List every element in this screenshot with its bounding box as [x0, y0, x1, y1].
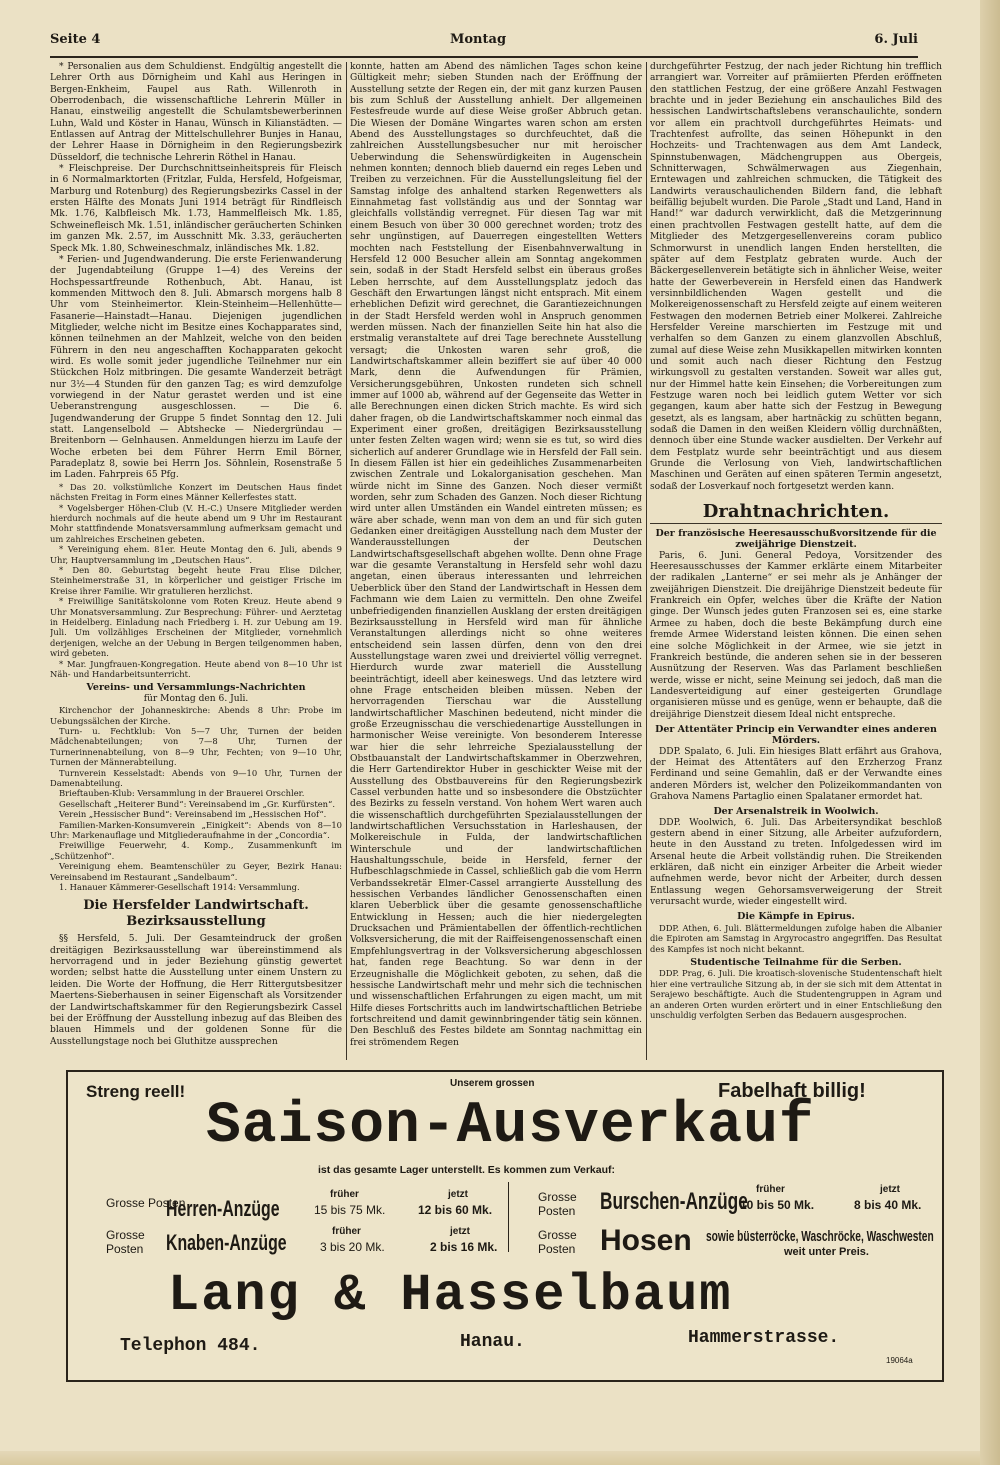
ad-was-price: 10 bis 50 Mk. — [740, 1198, 815, 1212]
notice-item: Turn- u. Fechtklub: Von 5—7 Uhr, Turnen der beiden Mädchenabteilungen; von 7—8 Uhr, Turnen der Turnerinnenabteilung, von 8—9 Uhr, Fechten; von 9—10 Uhr, Turnen der Männerabteilung. — [50, 725, 342, 768]
column-exhibition-report — [350, 62, 642, 1060]
notice-item: * Vereinigung ehem. 81er. Heute Montag den 6. Juli, abends 9 Uhr, Hauptversammlung im „Deutschen Haus“. — [50, 544, 342, 565]
ad-was-label: früher — [332, 1226, 361, 1237]
ad-slogan-right: Fabelhaft billig! — [718, 1080, 866, 1102]
ad-subline: ist das gesamte Lager unterstellt. Es kommen zum Verkauf: — [318, 1164, 616, 1176]
notice-item: Brieftauben-Klub: Versammlung in der Brauerei Orschler. — [59, 788, 305, 799]
ad-item-herren: Herren-Anzüge — [166, 1196, 280, 1221]
ad-lot-label: Grosse Posten — [538, 1228, 577, 1256]
ad-now-label: jetzt — [448, 1189, 468, 1200]
ad-lot-label: Grosse Posten — [106, 1196, 186, 1210]
article-paragraph: * Ferien- und Jugendwanderung. Die erste Ferienwanderung der Jugendabteilung (Gruppe 1—4) des Vereins der Hochspessartfreunde Rothenbuch, Abt. Hanau, ist kommenden Mittwoch den 8. Juli. Abmarsch morgens halb 8 Uhr vom Steinheimertor. Klein-Steinheim—Hellenhütte—Fasanerie—Hainstadt—Hanau. Diejenigen jugendlichen Mitglieder, welche nicht im Besitze eines Kochapparates sind, können teilnehmen an der Mahlzeit, welche von den beiden Führern in den neu angeschafften Kochapparaten gekocht wird. Es wolle somit jeder jugendliche Teilnehmer nur ein Stückchen Holz mitbringen. Die gesamte Wanderzeit beträgt nur 3½—4 Stunden für den ganzen Tag; es wird demzufolge vorwiegend in der Natur gerastet werden und ist eine Ueberanstrengung ausgeschlossen. — Die 6. Jugendwanderung der Gruppe 5 findet Sonntag den 12. Juli statt. Langenselbold — Abtshecke — Niedergründau — Breitenborn — Gelnhausen. Anmeldungen hierzu im Laufe der Woche erbeten bei dem Führer Herrn Emil Börner, Paradeplatz 8, sowie bei Herrn Jos. Söhnlein, Rosenstraße 5 im Laden. Fahrpreis 65 Pfg. — [50, 254, 342, 481]
ad-lot-label: Grosse Posten — [106, 1228, 145, 1256]
ad-city: Hanau. — [460, 1332, 525, 1352]
notice-item: * Das 20. volkstümliche Konzert im Deutschen Haus findet nächsten Freitag in Form eines Männer Kellerfestes statt. — [50, 481, 342, 503]
notice-item: * Mar. Jungfrauen-Kongregation. Heute abend von 8—10 Uhr ist Näh- und Handarbeitsunterricht. — [50, 658, 342, 680]
ad-code: 19064a — [886, 1356, 913, 1365]
ad-company: Lang & Hasselbaum — [168, 1266, 733, 1325]
section-heading: Der französische Heeresausschußvorsitzende für die zweijährige Dienstzeit. — [655, 528, 937, 551]
ad-now-price: 12 bis 60 Mk. — [418, 1203, 493, 1217]
article-paragraph: §§ Hersfeld, 5. Juli. Der Gesamteindruck der großen dreitägigen Bezirksausstellung war übereinstimmend als hervorragend und in jeder Beziehung günstig gewertet worden; selbst hatte die Ausstellung unter einem Unstern zu leiden. Die Worte der Hoffnung, die Herr Rittergutsbesitzer Maertens-Sieberhausen in seiner Eigenschaft als Vorsitzender der Landwirtschaftskammer für den Regierungsbezirk Cassel bei der Eröffnung der Ausstellung inbezug auf das Bleiben des blauen Himmels und der goldenen Sonne für die Ausstellungstage noch bei Gluthitze aussprechen — [50, 934, 342, 1047]
ad-item-extra-note: weit unter Preis. — [784, 1246, 869, 1258]
ad-now-label: jetzt — [450, 1226, 470, 1237]
section-heading: Der Arsenalstreik in Woolwich. — [713, 806, 879, 818]
ad-was-price: 3 bis 20 Mk. — [320, 1240, 385, 1254]
notice-item: Vereinigung ehem. Beamtenschüler zu Geyer, Bezirk Hanau: Vereinsabend im Restaurant „Sandelbaum“. — [50, 861, 342, 882]
article-paragraph: DDP. Woolwich, 6. Juli. Das Arbeitersyndikat beschloß gestern abend in einer Sitzung, alle Arbeiter aufzufordern, heute in den Ausstand zu treten. Infolgedessen wird im Arsenal heute die Arbeit vollständig ruhen. Die Streikenden erklären, daß nicht ein einziger Arbeiter die Arbeit wieder aufnehmen werde, bevor nicht der Arbeiter, durch dessen Entlassung wegen Gehorsamsverweigerung der Streit verursacht wurde, wieder eingestellt wird. — [650, 817, 942, 908]
ad-was-label: früher — [756, 1184, 785, 1195]
section-heading: Studentische Teilnahme für die Serben. — [690, 956, 902, 968]
ad-now-price: 2 bis 16 Mk. — [430, 1240, 498, 1254]
weekday: Montag — [450, 32, 507, 47]
article-headline: Die Hersfelder Landwirtschaft. Bezirksausstellung — [83, 898, 309, 930]
notice-item: DDP. Athen, 6. Juli. Blättermeldungen zufolge haben die Albanier die Epiroten am Samstag in Argyrocastro angegriffen. Das Resultat des Kampfes ist noch nicht bekannt. — [650, 922, 942, 954]
article-paragraph: * Personalien aus dem Schuldienst. Endgültig angestellt die Lehrer Orth aus Dörnigheim und Kahl aus Heringen in Bergen-Enkheim, Faupel aus Rath. Willenroth in Oberrodenbach, die wissenschaftliche Lehrerin Müller in Hanau, einstweilig angestellt die Schulamtsbewerberinnen Luhn, Wald und Köster in Hanau, Wünsch in Kilianstädten. — Entlassen auf Antrag der Mittelschullehrer Bunjes in Hanau, der Lehrer Haase in Dörnigheim in den Regierungsbezirk Düsseldorf, die technische Lehrerin Röthel in Hanau. — [50, 62, 342, 163]
article-paragraph: konnte, hatten am Abend des nämlichen Tages schon keine Gültigkeit mehr; sieben Stunden nach der Eröffnung der Ausstellung setzte der Regen ein, der mit ganz kurzen Pausen bis zum Schluß der Ausstellung anhielt. Der allgemeinen Festesfreude wurde auf diese Weise großer Abbruch getan. Die Wiesen der Domäne Wingartes waren schon am ersten Abend des Ausstellungstages so durchfeuchtet, daß die zahlreichen Ausstellungsbesucher nur mit heroischer Ueberwindung die Sehenswürdigkeiten in Augenschein nehmen konnten; dennoch blieb dauernd ein reges Leben und Treiben zu verzeichnen. Für die Ausstellungsleitung fiel der Samstag infolge des anhaltend starken Regenwetters als Einnahmetag fast vollständig aus und der Sonntag war gleichfalls vollständig verregnet. Für diesen Tag war mit einem Besuch von über 30 000 gerechnet worden; trotz des sehr ungünstigen, auf Dauerregen eingestellten Wetters mochten nach Feststellung der Eisenbahnverwaltung in Hersfeld 12 000 Besucher allein am Sonntag angekommen sein, sodaß in der Stadt Hersfeld selbst ein überaus großes Leben herrschte, auf dem Ausstellungsplatz jedoch das Geschäft den Erwartungen längst nicht entsprach. Mit einem erheblichen Defizit wird gerechnet, die Garantiezeichnungen in der Stadt Hersfeld werden wohl in Anspruch genommen werden müssen. Nach der finanziellen Seite hin hat also die erstmalig veranstaltete auf drei Tage berechnete Ausstellung versagt; die Unkosten waren sehr groß, die Landwirtschaftskammer allein beziffert sie auf über 40 000 Mark, denn die Aufwendungen für Prämien, Versicherungsgebühren, Unkosten rundeten sich schnell immer auf 1000 ab, während auf der Gegenseite das Wetter in alle Berechnungen einen dicken Strich machte. Es wird sich daher fragen, ob die Landwirtschaftskammer noch einmal das Experiment einer großen, dreitägigen Bezirksausstellung unter festen Zelten wagen wird; wenn sie es tut, so wird dies sicherlich auf anderer Grundlage wie in Hersfeld der Fall sein. In diesem Fällen ist hier ein gedeihliches Zusammenarbeiten zwischen Zentrale und Lokalorganisation geschehen. Man würde nicht im Sinne des Ganzen. Noch dieser vermißt worden, sehr zum Schaden des Ganzen. Noch dieser Richtung wird unter allen Umständen ein Wandel eintreten müssen; es wäre aber schade, wenn man von dem an und für sich guten Gedanken einer dreitägigen Ausstellung nach dem Muster der Wanderausstellungen der Deutschen Landwirtschaftsgesellschaft abgehen wollte. Denn ohne Frage war die gesamte Veranstaltung in Hersfeld sehr wohl dazu angetan, einen überaus interessanten und lehrreichen Ueberblick über den Stand der Landwirtschaft in Hessen dem Fachmann wie dem Laien zu vermitteln. Den ohne Zweifel unbefriedigenden finanziellen Ausklang der ersten dreitägigen Bezirksausstellung in Hersfeld wird man für ähnliche Veranstaltungen allerdings nicht so ohne weiteres entscheidend sein lassen dürfen, denn von den drei Ausstellungstage waren zwei und dreiviertel völlig verregnet. Hierdurch wurde zwar materiell die Ausstellung beeinträchtigt, ideell aber keineswegs. Und das letztere wird ohne Frage entscheiden bleiben müssen. Neben der hervorragenden Tierschau war die Ausstellung landwirtschaftlicher Maschinen bedeutend, nicht minder die große Erzeugnisschau die verschiedenartige Ausstellungen in harmonischer Weise vereinigte. Von besonderem Interesse war hier die sehr lehrreiche Spezialausstellung der Obstbauanstalt der Landwirtschaftskammer in Oberzwehren, die Herr Gartendirektor Huber in geschickter Weise mit der Ausstellung des Obstbauvereins für den Regierungsbezirk Cassel verbunden hatte und so insbesondere die Obstzüchter des Bezirks zu fesseln verstand. Von hohem Wert waren auch die wissenschaftlich durchgeführten Spezialausstellungen der landwirtschaftlichen Versuchsstation in Harleshausen, der Molkereischule in Fulda, der landwirtschaftlichen Winterschule und der landwirtschaftlichen Haushaltungsschule, beide in Hersfeld, ferner der Hufbeschlagschmiede in Cassel, schließlich gab die vom Herrn Verbandssekretär Elmer-Cassel arrangierte Ausstellung des hessischen Verbandes ländlicher Genossenschaften einen klaren Ueberblick über die gesamte genossenschaftliche Entwicklung in Hessen; auch die hier niedergelegten Drucksachen und Prämientabellen der öffentlich-rechtlichen Volksversicherung, die mit der Raiffeisengenossenschaft einen Empfehlungsvertrag in der Volksversicherung abgeschlossen hat, fanden rege Beachtung. So war denn in der Erzeugnishalle die Möglichkeit geboten, zu sehen, daß die hessische Landwirtschaft mehr und mehr sich die technischen und wissenschaftlichen Erfahrungen zu eigen macht, um mit Hilfe dieses Fortschritts auch im landwirtschaftlichen Betriebe fortschreitend und damit gewinnbringender tätig sein können. Den Beschluß des Festes bildete am Sonntag nachmittag ein frei strömendem Regen — [350, 62, 642, 1048]
advertisement — [66, 1070, 944, 1382]
notice-item: Freiwillige Feuerwehr, 4. Komp., Zusammenkunft im „Schützenhof“. — [50, 840, 342, 861]
notice-item: Gesellschaft „Heiterer Bund“: Vereinsabend im „Gr. Kurfürsten“. — [59, 798, 335, 809]
ad-divider — [508, 1182, 509, 1252]
ad-lot-label: Grosse Posten — [538, 1190, 577, 1218]
notice-item: Familien-Marken-Konsumverein „Einigkeit“: Abends von 8—10 Uhr: Markenauflage und Mitgliederaufnahme in der „Concordia“. — [50, 819, 342, 840]
notice-item: * Den 80. Geburtstag begeht heute Frau Elise Dilcher, Steinheimerstraße 31, in körperlicher und geistiger Frische im Kreise ihrer Familie. Wir gratulieren herzlichst. — [50, 564, 342, 596]
ad-item-hosen: Hosen — [600, 1224, 692, 1257]
ad-headline: Saison-Ausverkauf — [206, 1094, 815, 1159]
ad-slogan-left: Streng reell! — [86, 1082, 186, 1101]
notice-item: 1. Hanauer Kämmerer-Gesellschaft 1914: Versammlung. — [59, 882, 300, 893]
ad-phone: Telephon 484. — [120, 1336, 261, 1356]
page-number: Seite 4 — [50, 32, 101, 47]
ad-was-label: früher — [330, 1189, 359, 1200]
ad-item-burschen: Burschen-Anzüge — [600, 1188, 748, 1215]
column-local-news — [50, 62, 342, 1060]
section-title: Drahtnachrichten. — [650, 501, 942, 524]
section-heading: Der Attentäter Princip ein Verwandter eines anderen Mörders. — [655, 723, 937, 747]
article-paragraph: DDP. Spalato, 6. Juli. Ein hiesiges Blatt erfährt aus Grahova, der Heimat des Attentäters auf den Erzherzog Franz Ferdinand und seine Gemahlin, daß er der Verwandte eines anderen Mörders ist, welcher den Polizeikommandanten von Grahova Namens Partaglio einen Spalataner ermordet hat. — [650, 746, 942, 802]
notice-item: * Vogelsberger Höhen-Club (V. H.-C.) Unsere Mitglieder werden hierdurch nochmals auf die heute abend um 9 Uhr im Restaurant Mohr stattfindende Monatsversammlung aufmerksam gemacht und um zahlreiches Erscheinen gebeten. — [50, 502, 342, 544]
article-paragraph: durchgeführter Festzug, der nach jeder Richtung hin trefflich arrangiert war. Vorreiter auf prämiierten Pferden eröffneten den stattlichen Festzug, der eine größere Anzahl Festwagen brachte und in jeder Beziehung ein anschauliches Bild des hessischen Landwirtschaftslebens veranschaulichte, sondern vor allem ein prachtvoll durchgeführtes Heimats- und Trachtenfest aufrollte, das seinen Höhepunkt in den Hochzeits- und Trachtenwagen aus dem Amt Landeck, Spinnstubenwagen, Mädchengruppen aus Obergeis, Schnitterwagen, Schwälmerwagen aus Ziegenhain, Erntewagen und zahlreichen schmucken, die Tätigkeit des Landwirts verauschaulichenden Bildern fand, die lebhaft beifällig bejubelt wurden. Die Parole „Stadt und Land, Hand in Hand!“ war dadurch verwirklicht, daß die Metzgerinnung einen prachtvollen Festwagen gestellt hatte, auf dem die Mitglieder des Metzgergesellenvereins coram publico Schmorwurst in unendlich langen Enden herstellten, die später auf dem Festplatz gebraten wurde. Auch der Bäckergesellenverein betätigte sich in ähnlicher Weise, weiter hatte der Gewerbeverein in Hersfeld einen das Handwerk versinnbildlichenden Wagen gestellt und die Molkereigenossenschaft zu Hersfeld zeigte auf einem weiteren Festwagen den modernen Betrieb einer Molkerei. Zahlreiche Hersfelder Vereine marschierten im Festzuge mit und verhalfen so dem Ganzen zu einem glanzvollen Abschluß, zumal auf diese Weise zehn Musikkapellen mitwirken konnten und somit auch nach dieser Richtung den Festzug wirkungsvoll zu gestalten verstanden. Soweit war alles gut, nur der Himmel hatte kein Einsehen; die Vorbereitungen zum Festzuge waren noch bei leidlich gutem Wetter vor sich gegangen, kaum aber hatte sich der Festzug in Bewegung gesetzt, als es langsam, aber hartnäckig zu schütten begann, sodaß die Damen in den weißen Kleidern völlig durchnäßten, dennoch über eine Stunde wacker ausdielten. Der Verkehr auf dem Festplatz wurde sehr beeinträchtigt und aus diesem Grunde die Verlosung von Vieh, landwirtschaftlichen Maschinen und Geräten auf einen späteren Termin angesetzt, sodaß der Losverkauf noch fortgesetzt werden kann. — [650, 62, 942, 492]
notice-item: * Freiwillige Sanitätskolonne vom Roten Kreuz. Heute abend 9 Uhr Monatsversammlung. Zur Besprechung: Führer- und Aerztetag in Heidelberg. Einladung nach Friedberg i. H. zur Uebung am 19. Juli. Um vollzähliges Erscheinen der Mitglieder, vornehmlich derjenigen, welche an der Uebung in Bergen teilgenommen haben, wird gebeten. — [50, 596, 342, 659]
section-subheading: für Montag den 6. Juli. — [143, 693, 249, 704]
article-paragraph: * Fleischpreise. Der Durchschnittseinheitspreis für Fleisch in 6 Normalmarktorten (Fritzlar, Fulda, Hersfeld, Hofgeismar, Marburg und Rotenburg) des Regierungsbezirks Cassel in der ersten Hälfte des Monats Juni 1914 beträgt für Rindfleisch Mk. 1.76, Kalbfleisch Mk. 1.73, Hammelfleisch Mk. 1.85, Schweinefleisch Mk. 1.51, inländischer geräucherten Schinken im ganzen Mk. 2.57, im Ausschnitt Mk. 3.33, geräucherten Speck Mk. 1.80, Schweineschmalz, inländisches Mk. 1.82. — [50, 164, 342, 254]
ad-street: Hammerstrasse. — [688, 1328, 840, 1348]
column-divider — [646, 62, 647, 1060]
ad-was-price: 15 bis 75 Mk. — [314, 1203, 386, 1217]
header-rule — [50, 56, 918, 58]
article-paragraph: Paris, 6. Juni. General Pedoya, Vorsitzender des Heeresausschusses der Kammer erklärte einem Mitarbeiter der radikalen „Lanterne“ er sei mehr als je Anhänger der zweijährigen Dienstzeit. Die dreijährige Dienstzeit bedeute für Frankreich ein Opfer, welches über die Kräfte der Nation ginge. Der Wunsch jedes guten Franzosen sei es, eine starke Armee zu haben, doch die beste Bekämpfung durch eine fremde Armee Widerstand leisten können. Die einen sehen eine solche Möglichkeit in der Armee, wie sie jetzt in Frankreich bestünde, die anderen sehen sie in der besseren Ausnützung der Reserven. Was das Parlament beschließen werde, wisse er nicht, seine Meinung sei jedoch, daß man die Landesverteidigung auf einer gesteigerten Grundlage organisieren müsse und es genüge, wenn er behaupte, daß die dreijährige Dienstzeit diesem Ideal nicht entspreche. — [650, 550, 942, 720]
notice-item: Verein „Hessischer Bund“: Vereinsabend im „Hessischen Hof“. — [59, 809, 327, 820]
notice-item: Turnverein Kesselstadt: Abends von 9—10 Uhr, Turnen der Damenabteilung. — [50, 767, 342, 788]
ad-intro: Unserem grossen — [450, 1078, 535, 1089]
ad-item-extra: sowie büsterröcke, Waschröcke, Waschwesten — [706, 1228, 934, 1245]
ad-item-knaben: Knaben-Anzüge — [166, 1230, 287, 1255]
notice-item: DDP. Prag, 6. Juli. Die kroatisch-slovenische Studentenschaft hielt hier eine vertrauliche Sitzung ab, in der sie sich mit dem Attentat in Serajewo beschäftigte. Auch die Studentengruppen in Agram und an anderen Orten wurden erörtert und in einer Entschließung den unschuldig verfolgten Serben das Bedauern ausgesprochen. — [650, 968, 942, 1020]
section-heading: Die Kämpfe in Epirus. — [737, 911, 855, 923]
date: 6. Juli — [874, 32, 918, 47]
column-divider — [346, 62, 347, 1060]
notice-item: Kirchenchor der Johanneskirche: Abends 8 Uhr: Probe im Uebungssälchen der Kirche. — [50, 705, 342, 726]
column-telegrams — [650, 62, 942, 1060]
ad-now-price: 8 bis 40 Mk. — [854, 1198, 922, 1212]
ad-now-label: jetzt — [880, 1184, 900, 1195]
section-heading: Vereins- und Versammlungs-Nachrichten — [86, 682, 306, 694]
paper-edge — [0, 1451, 1000, 1465]
page-header — [50, 32, 918, 54]
